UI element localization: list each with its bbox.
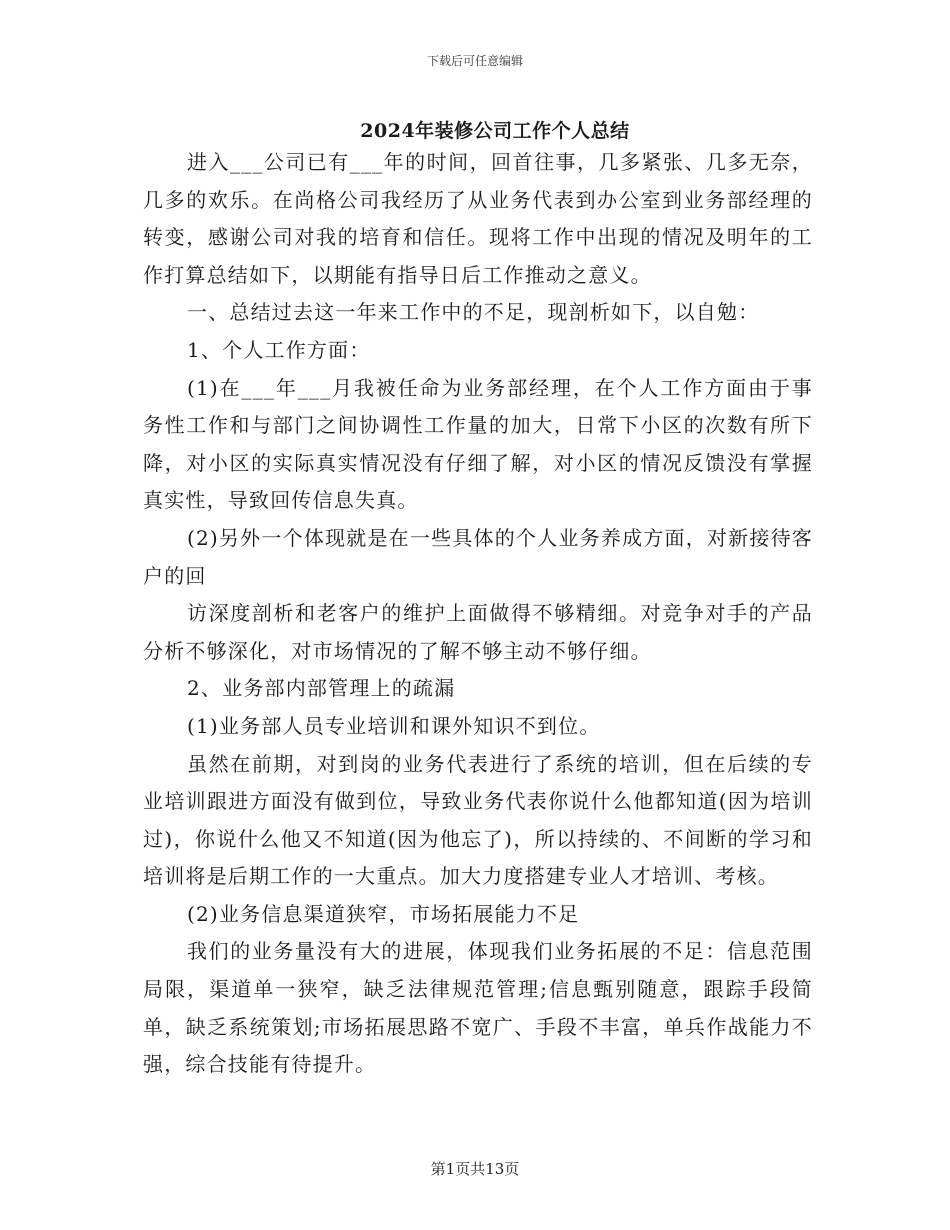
- page-number: 第1页共13页: [430, 1160, 520, 1178]
- paragraph: (1)业务部人员专业培训和课外知识不到位。: [187, 713, 601, 738]
- paragraph: 1、个人工作方面：: [187, 337, 371, 362]
- page-header-note: 下载后可任意编辑: [426, 54, 523, 68]
- paragraph: (1)在___年___月我被任命为业务部经理，在个人工作方面由于事务性工作和与部门之间协调性工作量的加大，日常下小区的次数有所下降，对小区的实际真实情况没有仔细了解，对小区的情况反馈没有掌握真实性，导致回传信息失真。: [143, 375, 813, 513]
- paragraph: (2)业务信息渠道狭窄，市场拓展能力不足: [187, 901, 580, 926]
- paragraph: (2)另外一个体现就是在一些具体的个人业务养成方面，对新接待客户的回: [143, 525, 813, 588]
- paragraph: 访深度剖析和老客户的维护上面做得不够精细。对竞争对手的产品分析不够深化，对市场情况的了解不够主动不够仔细。: [143, 601, 813, 663]
- paragraph: 进入___公司已有___年的时间，回首往事，几多紧张、几多无奈，几多的欢乐。在尚格公司我经历了从业务代表到办公室到业务部经理的转变，感谢公司对我的培育和信任。现将工作中出现的情况及明年的工作打算总结如下，以期能有指导日后工作推动之意义。: [143, 150, 813, 287]
- document-title: 2024年装修公司工作个人总结: [360, 120, 630, 142]
- paragraph: 虽然在前期，对到岗的业务代表进行了系统的培训，但在后续的专业培训跟进方面没有做到位，导致业务代表你说什么他都知道(因为培训过)，你说什么他又不知道(因为他忘了)，所以持续的、不间断的学习和培训将是后期工作的一大重点。加大力度搭建专业人才培训、考核。: [143, 751, 813, 889]
- document-body: [143, 144, 813, 1084]
- paragraph: 我们的业务量没有大的进展，体现我们业务拓展的不足：信息范围局限，渠道单一狭窄，缺乏法律规范管理;信息甄别随意，跟踪手段简单，缺乏系统策划;市场拓展思路不宽广、手段不丰富，单兵作战能力不强，综合技能有待提升。: [143, 939, 813, 1077]
- paragraph: 2、业务部内部管理上的疏漏: [187, 676, 456, 701]
- paragraph: 一、总结过去这一年来工作中的不足，现剖析如下，以自勉：: [187, 300, 760, 325]
